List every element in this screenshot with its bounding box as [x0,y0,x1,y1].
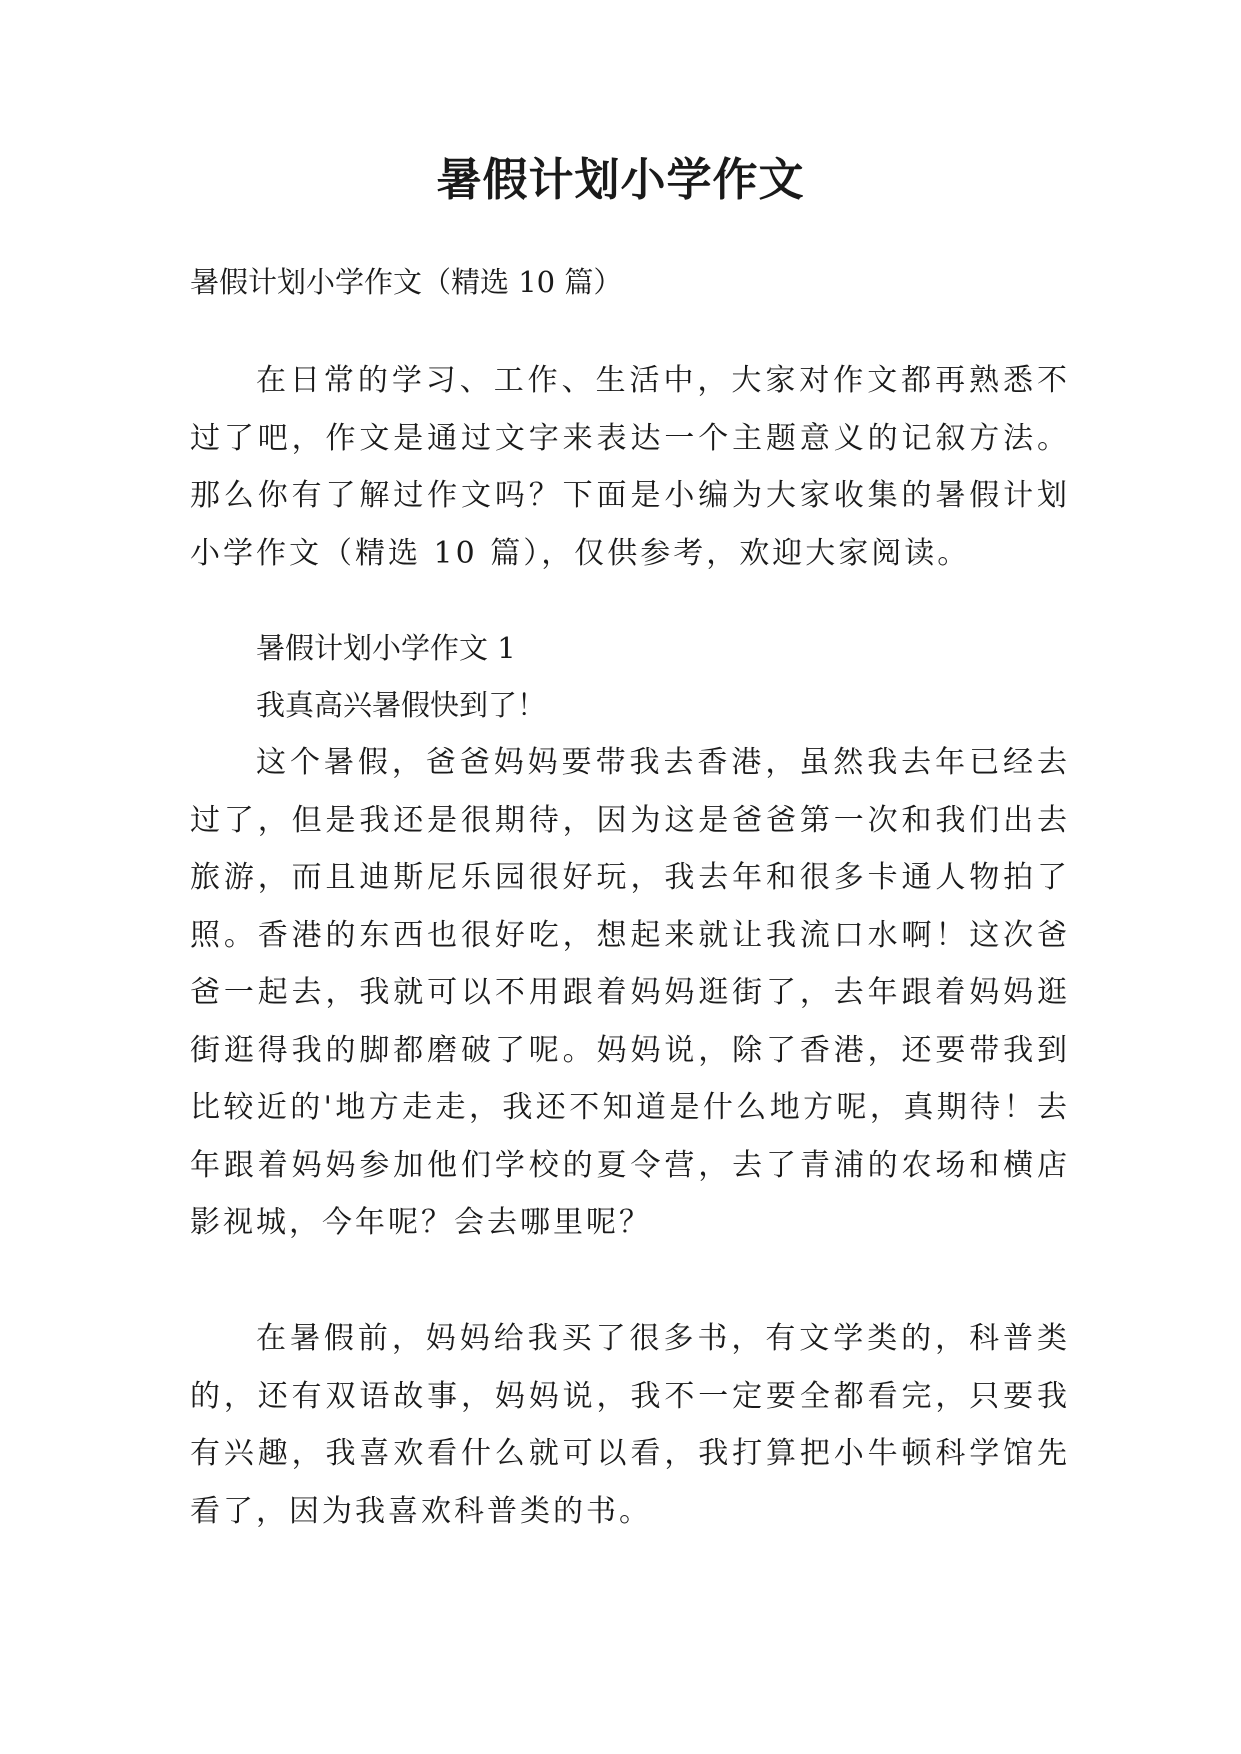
intro-paragraph: 在日常的学习、工作、生活中，大家对作文都再熟悉不过了吧，作文是通过文字来表达一个主题意义的记叙方法。那么你有了解过作文吗？下面是小编为大家收集的暑假计划小学作文（精选 10 篇），仅供参考，欢迎大家阅读。 [190,363,1070,571]
essay-first-line: 我真高兴暑假快到了！ [256,688,547,722]
essay-paragraph-2: 在暑假前，妈妈给我买了很多书，有文学类的，科普类的，还有双语故事，妈妈说，我不一定要全都看完，只要我有兴趣，我喜欢看什么就可以看，我打算把小牛顿科学馆先看了，因为我喜欢科普类的书。 [190,1321,1070,1529]
essay-heading: 暑假计划小学作文 1 [256,631,516,665]
document-subtitle: 暑假计划小学作文（精选 10 篇） [190,265,623,299]
document-title: 暑假计划小学作文 [436,153,805,206]
essay-paragraph-1: 这个暑假，爸爸妈妈要带我去香港，虽然我去年已经去过了，但是我还是很期待，因为这是爸爸第一次和我们出去旅游，而且迪斯尼乐园很好玩，我去年和很多卡通人物拍了照。香港的东西也很好吃，想起来就让我流口水啊！这次爸爸一起去，我就可以不用跟着妈妈逛街了，去年跟着妈妈逛街逛得我的脚都磨破了呢。妈妈说，除了香港，还要带我到比较近的'地方走走，我还不知道是什么地方呢，真期待！去年跟着妈妈参加他们学校的夏令营，去了青浦的农场和横店影视城，今年呢？会去哪里呢？ [190,745,1070,1240]
